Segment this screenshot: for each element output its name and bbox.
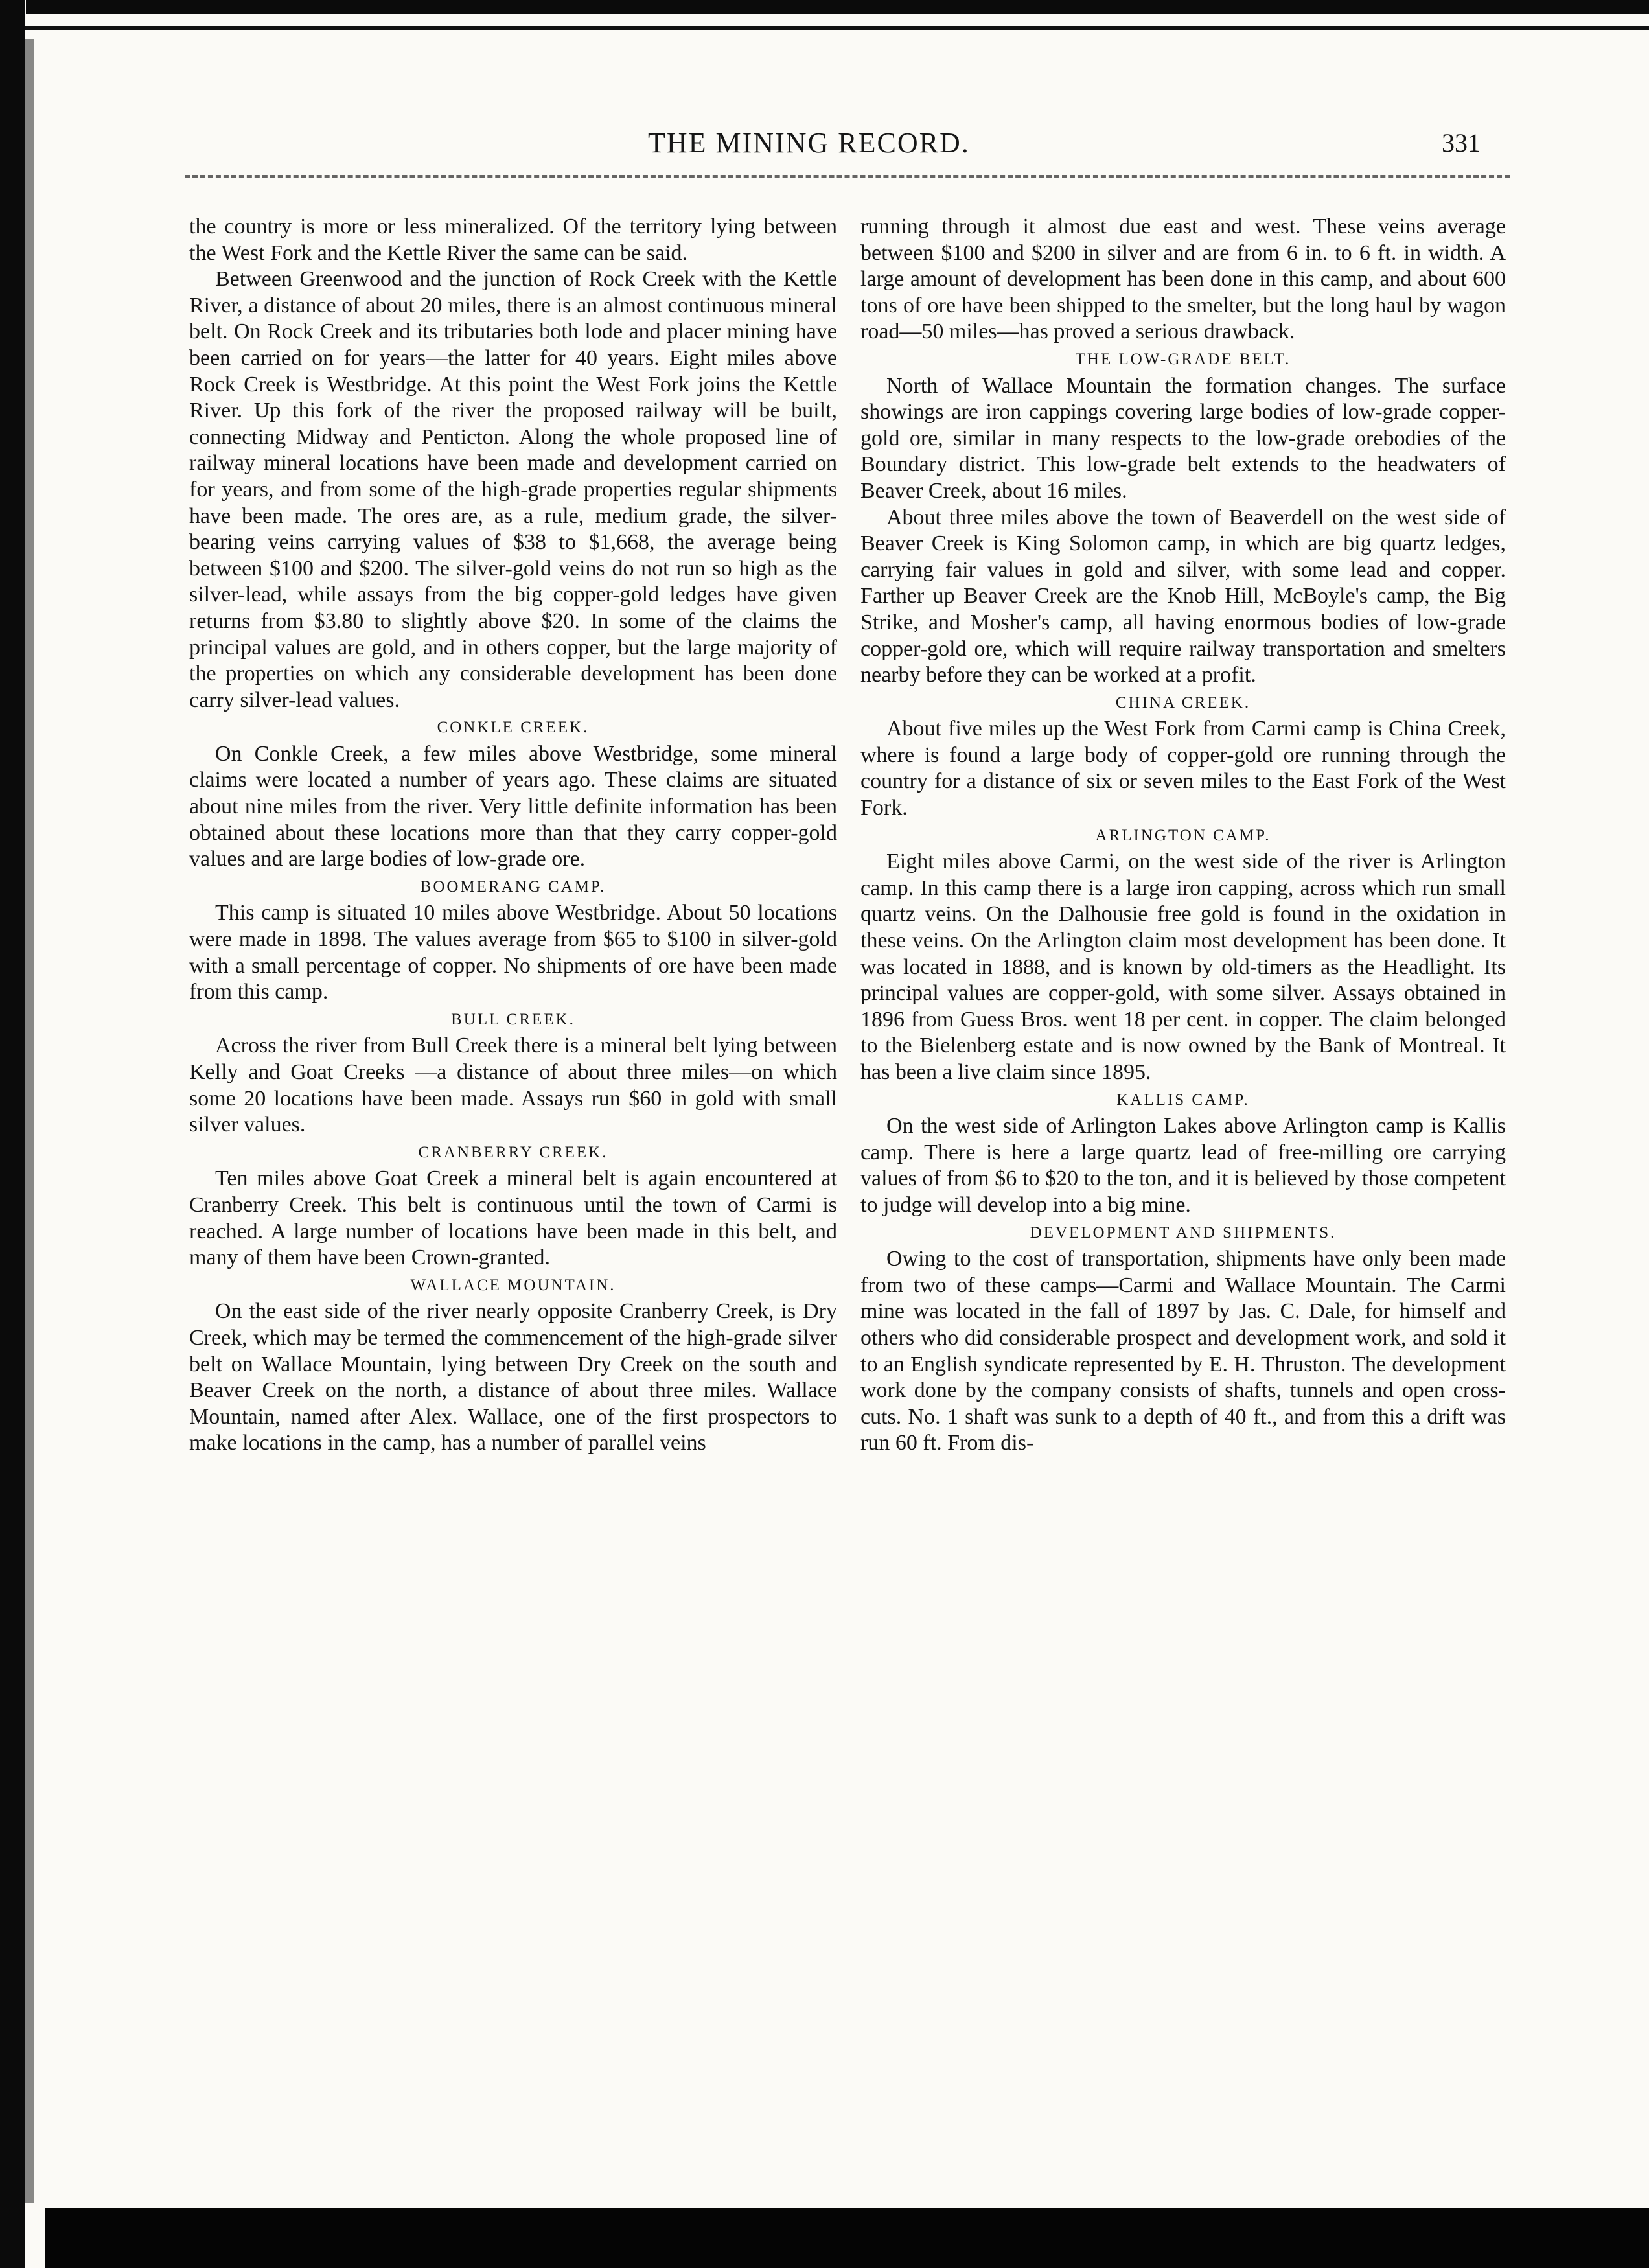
top-scan-border bbox=[26, 0, 1649, 14]
section-heading-wallace-mountain: WALLACE MOUNTAIN. bbox=[410, 1276, 616, 1294]
paragraph: Ten miles above Goat Creek a mineral belt is again encountered at Cranberry Creek. This belt is continuous until the town of Carmi is reached. A large number of locations have been made in this belt, and many of them have been Crown-granted. bbox=[189, 1166, 837, 1270]
paragraph: running through it almost due east and west. These veins average between $100 and $200 in silver and are from 6 in. to 6 ft. in width. A large amount of development has been done in this camp, and about 600 tons of ore have been shipped to the smelter, but the long haul by wagon road—50 miles—has proved a serious drawback. bbox=[860, 214, 1506, 344]
right-column bbox=[860, 214, 1506, 1457]
running-header-title: THE MINING RECORD. bbox=[648, 127, 970, 159]
section-heading-conkle-creek: CONKLE CREEK. bbox=[437, 719, 590, 737]
left-column bbox=[189, 214, 837, 1457]
section-heading-china-creek: CHINA CREEK. bbox=[1115, 693, 1251, 712]
paragraph: About five miles up the West Fork from Carmi camp is China Creek, where is found a large body of copper-gold ore running through the country for a distance of six or seven miles to the East Fork of the West Fork. bbox=[860, 717, 1506, 820]
paragraph: This camp is situated 10 miles above Westbridge. About 50 locations were made in 1898. The values average from $65 to $100 in silver-gold with a small percentage of copper. No shipments of ore have been made from this camp. bbox=[189, 901, 837, 1004]
top-scan-border-line bbox=[19, 26, 1649, 30]
section-heading-bull-creek: BULL CREEK. bbox=[451, 1010, 575, 1028]
header-rule bbox=[185, 175, 1510, 181]
bottom-scan-border bbox=[45, 2208, 1649, 2268]
section-heading-boomerang-camp: BOOMERANG CAMP. bbox=[420, 877, 606, 896]
binding-shadow bbox=[25, 39, 34, 2203]
section-heading-low-grade-belt: THE LOW-GRADE BELT. bbox=[1075, 350, 1291, 368]
section-heading-cranberry-creek: CRANBERRY CREEK. bbox=[418, 1143, 608, 1161]
paragraph: North of Wallace Mountain the formation changes. The surface showings are iron cappings covering large bodies of low-grade copper-gold ore, similar in many respects to the low-grade orebodies of the Boundary district. This low-grade belt extends to the headwaters of Beaver Creek, about 16 miles. bbox=[860, 373, 1506, 503]
paragraph: On the west side of Arlington Lakes above Arlington camp is Kallis camp. There is here a large quartz lead of free-milling ore carrying values of from $6 to $20 to the ton, and it is believed by those competent to judge will develop into a big mine. bbox=[860, 1114, 1506, 1217]
section-heading-development-shipments: DEVELOPMENT AND SHIPMENTS. bbox=[1030, 1223, 1337, 1242]
section-heading-kallis-camp: KALLIS CAMP. bbox=[1116, 1091, 1250, 1109]
paragraph: the country is more or less mineralized. Of the territory lying between the West Fork and the Kettle River the same can be said. bbox=[189, 214, 837, 265]
paragraph: Owing to the cost of transportation, shipments have only been made from two of these camps—Carmi and Wallace Mountain. The Carmi mine was located in the fall of 1897 by Jas. C. Dale, for himself and others who did considerable prospect and development work, and sold it to an English syndicate represented by E. H. Thruston. The development work done by the company consists of shafts, tunnels and open cross-cuts. No. 1 shaft was sunk to a depth of 40 ft., and from this a drift was run 60 ft. From dis- bbox=[860, 1247, 1506, 1455]
section-heading-arlington-camp: ARLINGTON CAMP. bbox=[1095, 826, 1271, 844]
paragraph: Between Greenwood and the junction of Rock Creek with the Kettle River, a distance of about 20 miles, there is an almost continuous mineral belt. On Rock Creek and its tributaries both lode and placer mining have been carried on for years—the latter for 40 years. Eight miles above Rock Creek is Westbridge. At this point the West Fork joins the Kettle River. Up this fork of the river the proposed railway will be built, connecting Midway and Penticton. Along the whole proposed line of railway mineral locations have been made and development carried on for years, and from some of the high-grade properties regular shipments have been made. The ores are, as a rule, medium grade, the silver-bearing veins carrying values of $38 to $1,668, the average being between $100 and $200. The silver-gold veins do not run so high as the silver-lead, while assays from the big copper-gold ledges have given returns from $3.80 to slightly above $20. In some of the claims the principal values are gold, and in others copper, but the large majority of the properties on which any considerable development has been done carry silver-lead values. bbox=[189, 267, 837, 712]
paragraph: On the east side of the river nearly opposite Cranberry Creek, is Dry Creek, which may be termed the commencement of the high-grade silver belt on Wallace Mountain, lying between Dry Creek on the south and Beaver Creek on the north, a distance of about three miles. Wallace Mountain, named after Alex. Wallace, one of the first prospectors to make locations in the camp, has a number of parallel veins bbox=[189, 1299, 837, 1455]
paragraph: Across the river from Bull Creek there is a mineral belt lying between Kelly and Goat Creeks —a distance of about three miles—on which some 20 locations have been made. Assays run $60 in gold with small silver values. bbox=[189, 1034, 837, 1137]
paragraph: Eight miles above Carmi, on the west side of the river is Arlington camp. In this camp there is a large iron capping, across which run small quartz veins. On the Dalhousie free gold is found in the oxidation in these veins. On the Arlington claim most development has been done. It was located in 1888, and is known by old-timers as the Headlight. Its principal values are copper-gold, with some silver. Assays obtained in 1896 from Guess Bros. went 18 per cent. in copper. The claim belonged to the Bielenberg estate and is now owned by the Bank of Montreal. It has been a live claim since 1895. bbox=[860, 850, 1506, 1084]
page-number: 331 bbox=[1442, 128, 1481, 157]
paragraph: On Conkle Creek, a few miles above Westbridge, some mineral claims were located a number of years ago. These claims are situated about nine miles from the river. Very little definite information has been obtained about these locations more than that they carry copper-gold values and are large bodies of low-grade ore. bbox=[189, 741, 837, 872]
left-scan-border bbox=[0, 0, 25, 2268]
paragraph: About three miles above the town of Beaverdell on the west side of Beaver Creek is King Solomon camp, in which are big quartz ledges, carrying fair values in gold and silver, with some lead and copper. Farther up Beaver Creek are the Knob Hill, McBoyle's camp, the Big Strike, and Mosher's camp, all having enormous bodies of low-grade copper-gold ore, which will require railway transportation and smelters nearby before they can be worked at a profit. bbox=[860, 505, 1506, 688]
